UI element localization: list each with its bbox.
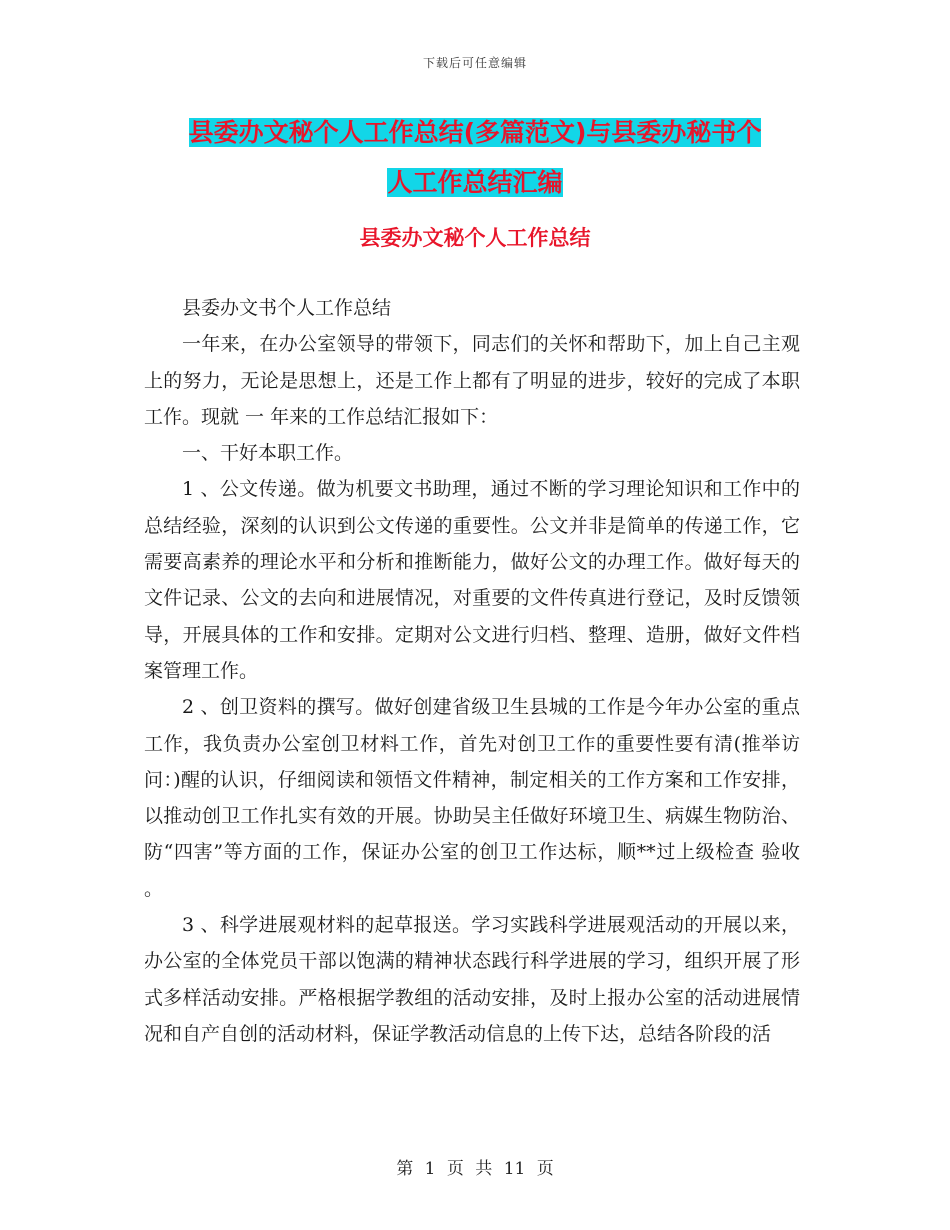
document-title-line-1: 县委办文秘个人工作总结(多篇范文)与县委办秘书个 [188,118,762,147]
header-note: 下载后可任意编辑 [422,56,527,70]
page-footer: 第 1 页 共 11 页 [396,1159,554,1179]
body-text [144,290,800,1052]
paragraph-item-1: 1 、公文传递。做为机要文书助理，通过不断的学习理论知识和工作中的总结经验，深刻的认识到公文传递的重要性。公文并非是简单的传递工作，它需要高素养的理论水平和分析和推断能力，做好公文的办理工作。做好每天的文件记录、公文的去向和进展情况，对重要的文件传真进行登记，及时反馈领导，开展具体的工作和安排。定期对公文进行归档、整理、造册，做好文件档案管理工作。 [144,478,800,682]
section-title: 县委办文秘个人工作总结 [359,226,591,250]
paragraph-intro: 一年来，在办公室领导的带领下，同志们的关怀和帮助下，加上自己主观上的努力，无论是思想上，还是工作上都有了明显的进步，较好的完成了本职工作。现就 一 年来的工作总结汇报如下： [144,333,800,428]
paragraph-subtitle: 县委办文书个人工作总结 [182,297,392,319]
document-title-line-2: 人工作总结汇编 [387,168,563,197]
paragraph-item-2: 2 、创卫资料的撰写。做好创建省级卫生县城的工作是今年办公室的重点工作，我负责办公室创卫材料工作，首先对创卫工作的重要性要有清(推举访问：)醒的认识，仔细阅读和领悟文件精神，制定相关的工作方案和工作安排，以推动创卫工作扎实有效的开展。协助吴主任做好环境卫生、病媒生物防治、防“四害”等方面的工作，保证办公室的创卫工作达标，顺**过上级检查 验收 。 [144,696,800,900]
paragraph-item-3: 3 、科学进展观材料的起草报送。学习实践科学进展观活动的开展以来，办公室的全体党员干部以饱满的精神状态践行科学进展的学习，组织开展了形式多样活动安排。严格根据学教组的活动安排，及时上报办公室的活动进展情况和自产自创的活动材料，保证学教活动信息的上传下达，总结各阶段的活 [144,914,800,1045]
paragraph-heading-1: 一、干好本职工作。 [182,442,354,465]
document-title [150,108,800,208]
